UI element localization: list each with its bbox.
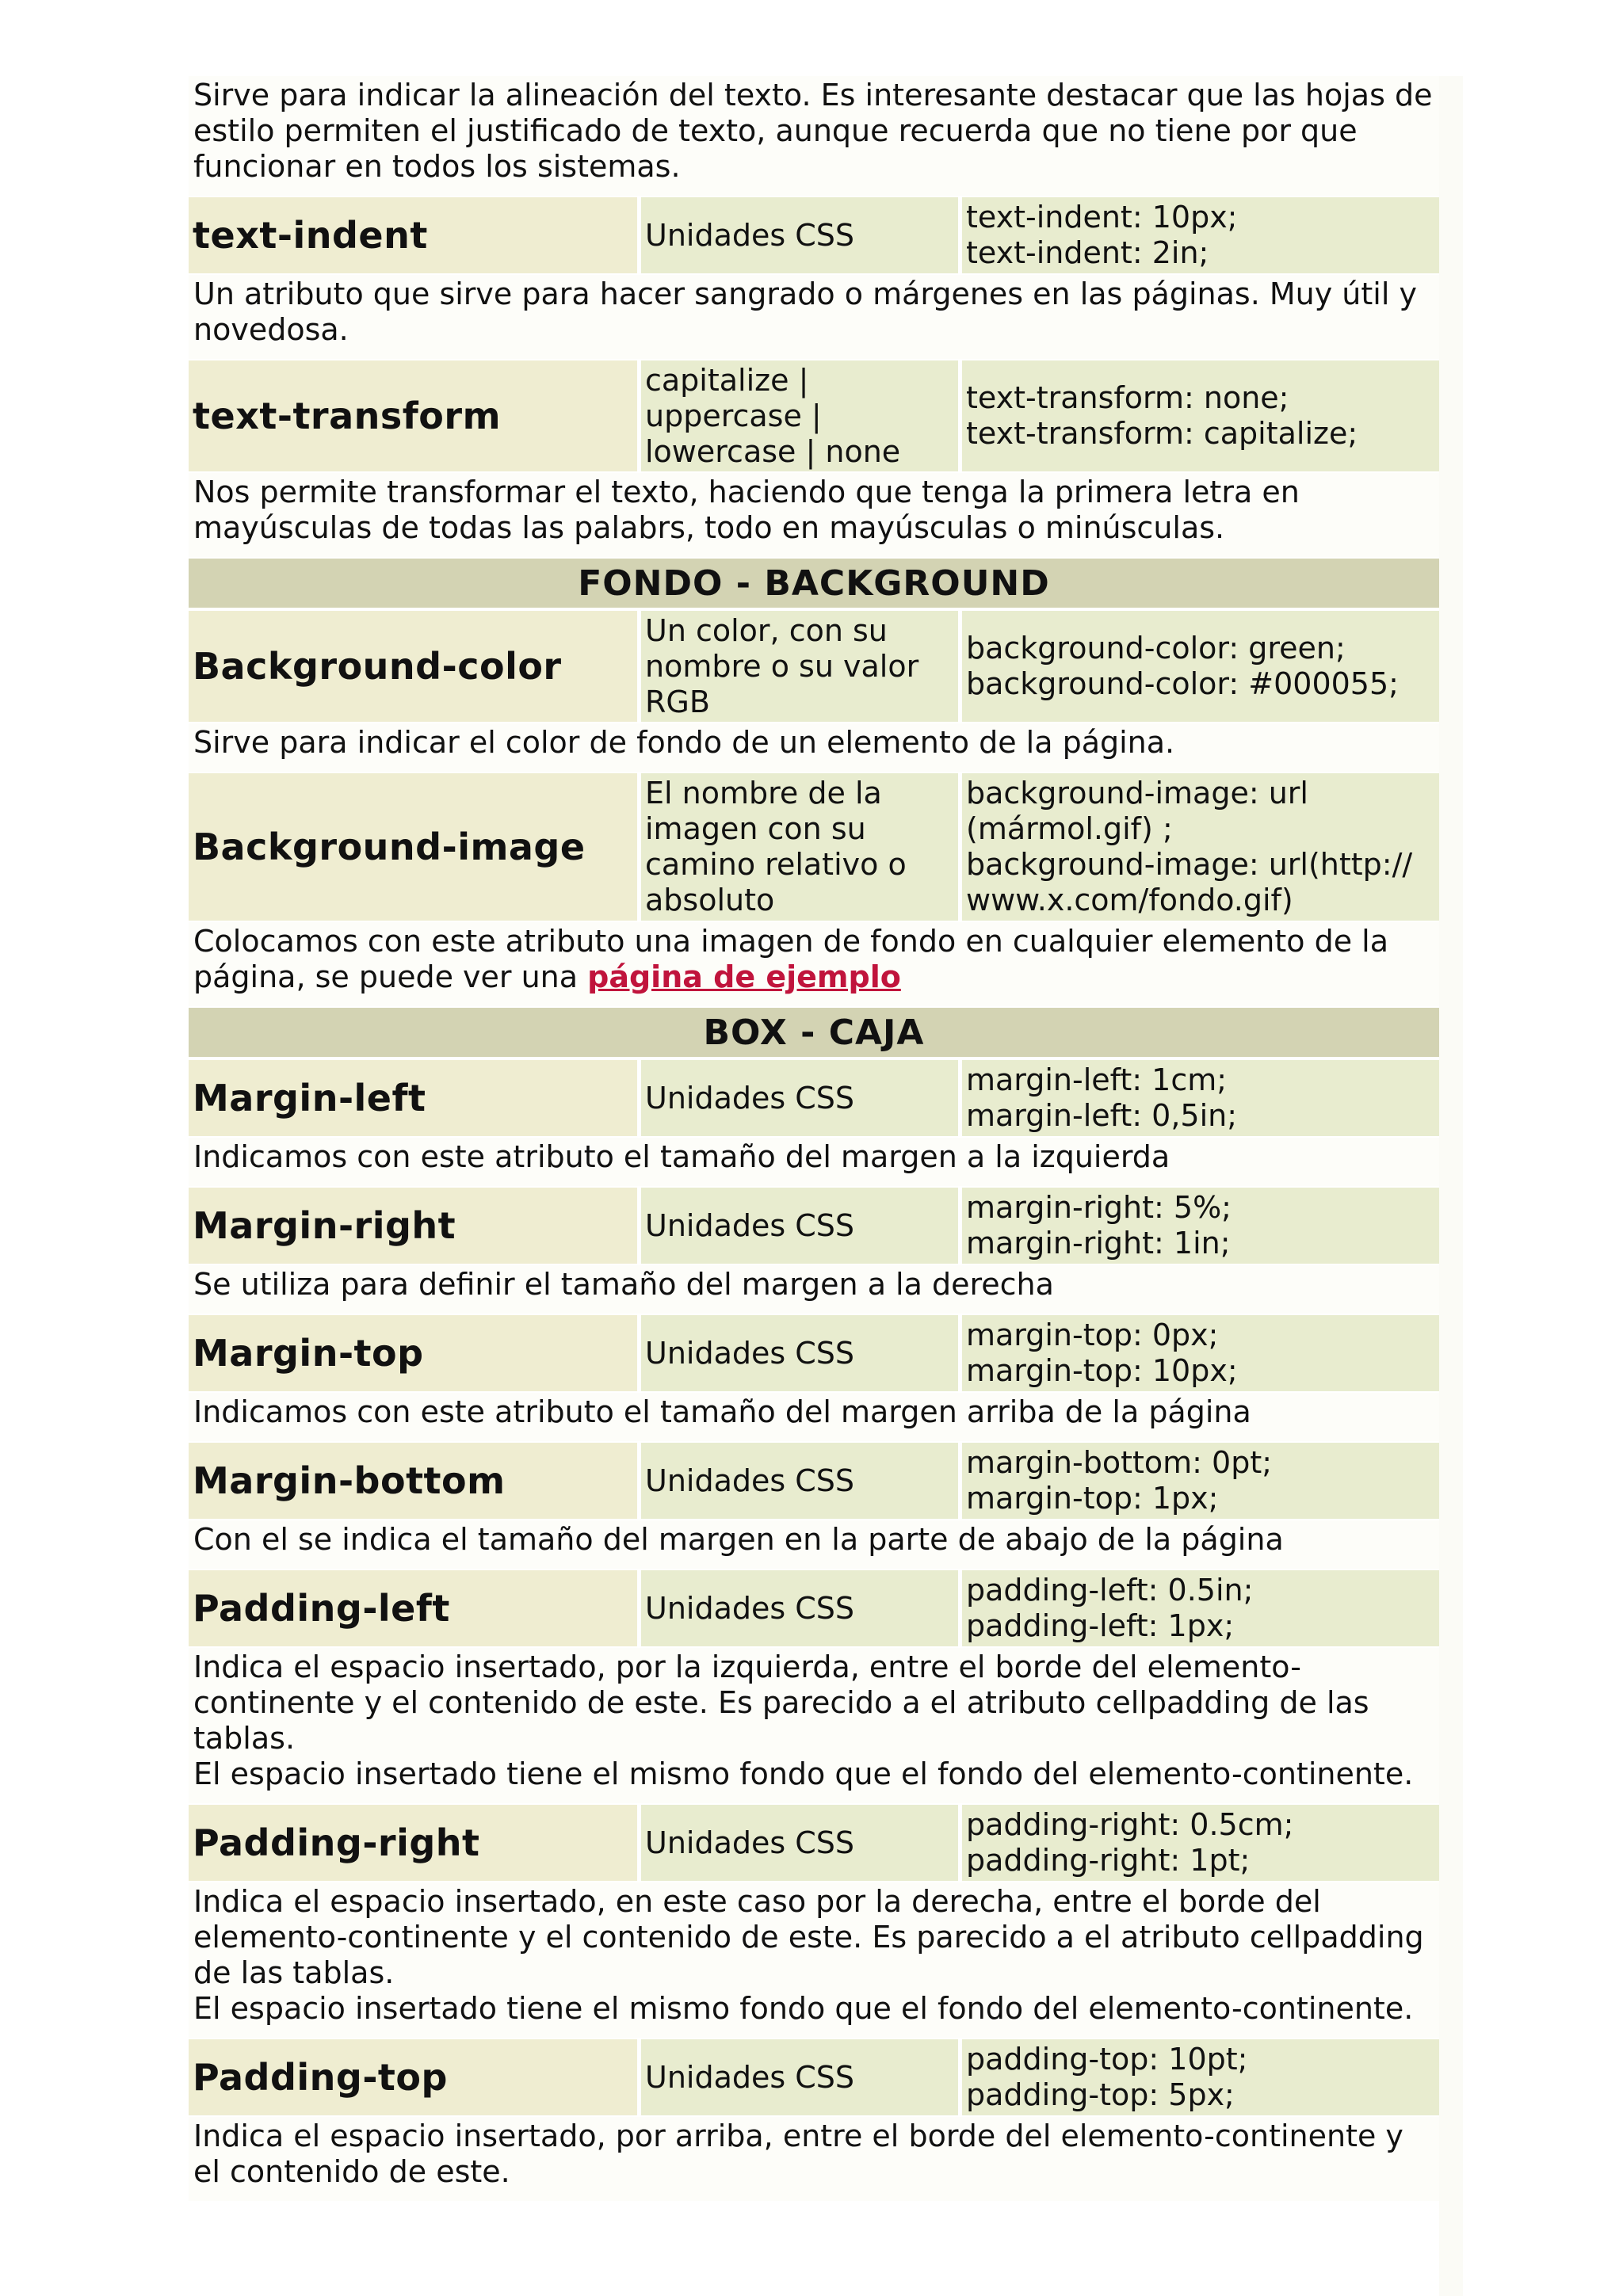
property-table-margin-top [185, 1314, 1443, 1393]
property-example: padding-right: 0.5cm; padding-right: 1pt; [962, 1805, 1439, 1881]
property-table-padding-right [185, 1803, 1443, 1882]
property-name: Margin-bottom [189, 1443, 637, 1519]
property-table-margin-bottom [185, 1441, 1443, 1520]
property-values: Unidades CSS [641, 1805, 958, 1881]
property-values: Unidades CSS [641, 1570, 958, 1646]
intro-description: Sirve para indicar la alineación del texto. Es interesante destacar que las hojas de estilo permiten el justificado de texto, aunque recuerda que no tiene por que funcionar en todos los sistemas. [189, 76, 1439, 196]
property-example: padding-left: 0.5in; padding-left: 1px; [962, 1570, 1439, 1646]
section-title: FONDO - BACKGROUND [189, 559, 1439, 608]
property-table-padding-left [185, 1569, 1443, 1648]
property-values: Unidades CSS [641, 197, 958, 273]
property-description: Nos permite transformar el texto, haciendo que tenga la primera letra en mayúsculas de todas las palabrs, todo en mayúsculas o minúsculas. [189, 473, 1439, 557]
property-example: text-transform: none; text-transform: capitalize; [962, 360, 1439, 471]
property-description: Con el se indica el tamaño del margen en la parte de abajo de la página [189, 1520, 1439, 1569]
property-description: Indicamos con este atributo el tamaño del margen a la izquierda [189, 1138, 1439, 1186]
property-table-background-color [185, 609, 1443, 723]
property-description: Indicamos con este atributo el tamaño del margen arriba de la página [189, 1393, 1439, 1441]
property-values: El nombre de la imagen con su camino relativo o absoluto [641, 773, 958, 921]
property-name: text-indent [189, 197, 637, 273]
property-name: Margin-right [189, 1188, 637, 1264]
property-example: margin-left: 1cm; margin-left: 0,5in; [962, 1060, 1439, 1136]
document-page [189, 76, 1439, 2201]
property-values: Unidades CSS [641, 1060, 958, 1136]
property-values: Un color, con su nombre o su valor RGB [641, 611, 958, 722]
property-name: Padding-left [189, 1570, 637, 1646]
property-example: margin-bottom: 0pt; margin-top: 1px; [962, 1443, 1439, 1519]
property-table-margin-left [185, 1058, 1443, 1138]
property-example: margin-right: 5%; margin-right: 1in; [962, 1188, 1439, 1264]
property-example: padding-top: 10pt; padding-top: 5px; [962, 2039, 1439, 2115]
property-description: Indica el espacio insertado, en este caso por la derecha, entre el borde del elemento-continente y el contenido de este. Es parecido a el atributo cellpadding de las tablas. El espacio insertado tiene el mismo fondo que el fondo del elemento-continente. [189, 1882, 1439, 2038]
property-description: Indica el espacio insertado, por la izquierda, entre el borde del elemento-continente y el contenido de este. Es parecido a el atributo cellpadding de las tablas. El espacio insertado tiene el mismo fondo que el fondo del elemento-continente. [189, 1648, 1439, 1803]
property-example: background-color: green; background-color: #000055; [962, 611, 1439, 722]
property-values: Unidades CSS [641, 1188, 958, 1264]
property-name: text-transform [189, 360, 637, 471]
property-description: Indica el espacio insertado, por arriba, entre el borde del elemento-continente y el contenido de este. [189, 2117, 1439, 2201]
example-page-link[interactable]: página de ejemplo [587, 959, 901, 994]
property-name: Background-color [189, 611, 637, 722]
property-description: Un atributo que sirve para hacer sangrado o márgenes en las páginas. Muy útil y novedosa. [189, 275, 1439, 359]
section-header-box [185, 1006, 1443, 1058]
section-header-background [185, 557, 1443, 609]
property-table-text-transform [185, 359, 1443, 473]
property-name: Padding-right [189, 1805, 637, 1881]
property-table-text-indent [185, 196, 1443, 275]
property-values: capitalize | uppercase | lowercase | none [641, 360, 958, 471]
property-table-margin-right [185, 1186, 1443, 1265]
property-name: Background-image [189, 773, 637, 921]
property-values: Unidades CSS [641, 2039, 958, 2115]
property-values: Unidades CSS [641, 1315, 958, 1391]
section-title: BOX - CAJA [189, 1008, 1439, 1057]
property-example: background-image: url (mármol.gif) ; background-image: url(http:// www.x.com/fondo.gif) [962, 773, 1439, 921]
property-example: text-indent: 10px; text-indent: 2in; [962, 197, 1439, 273]
property-table-background-image [185, 772, 1443, 922]
property-name: Margin-top [189, 1315, 637, 1391]
property-description: Sirve para indicar el color de fondo de un elemento de la página. [189, 723, 1439, 772]
property-name: Padding-top [189, 2039, 637, 2115]
property-name: Margin-left [189, 1060, 637, 1136]
property-example: margin-top: 0px; margin-top: 10px; [962, 1315, 1439, 1391]
property-description: Se utiliza para definir el tamaño del margen a la derecha [189, 1265, 1439, 1314]
property-values: Unidades CSS [641, 1443, 958, 1519]
property-table-padding-top [185, 2038, 1443, 2117]
property-description [189, 922, 1439, 1006]
description-text: Colocamos con este atributo una imagen de fondo en cualquier elemento de la página, se puede ver una [193, 924, 1388, 994]
